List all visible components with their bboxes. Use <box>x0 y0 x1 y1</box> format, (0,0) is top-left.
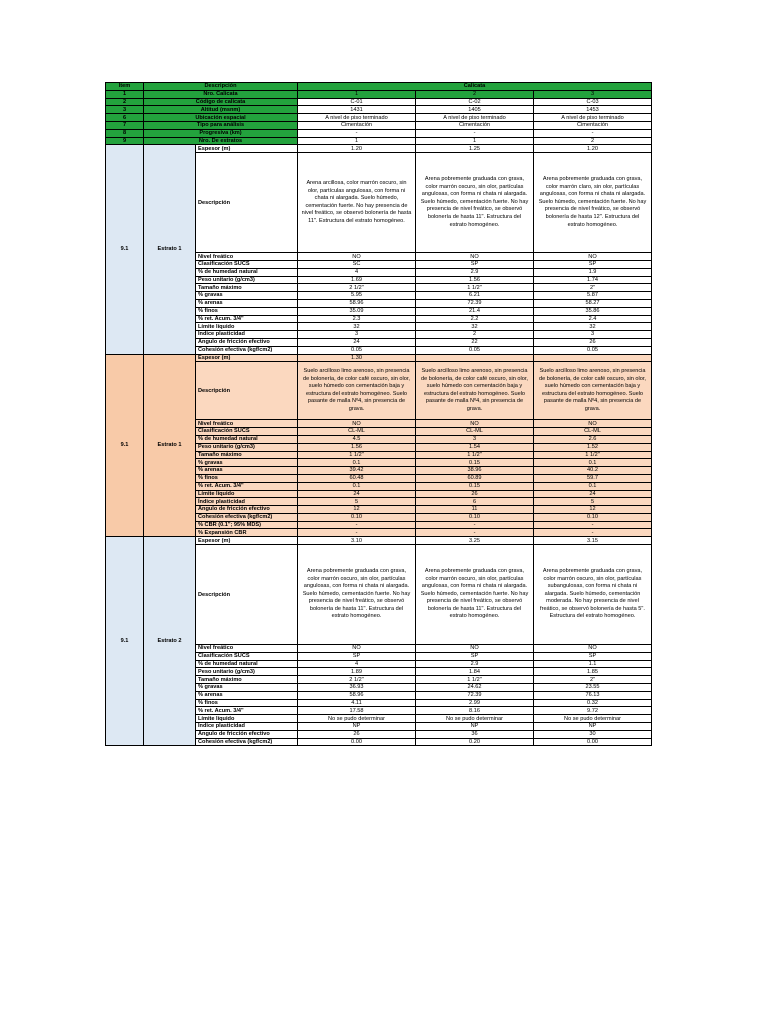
row-label: Nivel freático <box>196 645 298 653</box>
row-label: Tamaño máximo <box>196 451 298 459</box>
property-value: 2 1/2" <box>298 676 416 684</box>
property-value: 2 <box>416 331 534 339</box>
property-value: 2.6 <box>534 435 652 443</box>
property-value: No se pudo determinar <box>534 715 652 723</box>
property-value: 12 <box>534 506 652 514</box>
property-value: SP <box>416 652 534 660</box>
espesor-value: 3.10 <box>298 537 416 545</box>
property-value: 6.21 <box>416 292 534 300</box>
property-value: - <box>534 521 652 529</box>
row-label: % ret. Acum. 3/4" <box>196 482 298 490</box>
property-value: NP <box>298 723 416 731</box>
property-value: NO <box>534 253 652 261</box>
row-label: % Expansión CBR <box>196 529 298 537</box>
calicata-value: 1405 <box>416 106 534 114</box>
property-value: 32 <box>298 323 416 331</box>
row-label: Límite líquido <box>196 715 298 723</box>
calicata-value: 2 <box>534 137 652 145</box>
property-value: No se pudo determinar <box>298 715 416 723</box>
calicata-value: C-03 <box>534 98 652 106</box>
block-item-number: 9.1 <box>106 537 144 746</box>
property-value: 60.48 <box>298 474 416 482</box>
row-label: % ret. Acum. 3/4" <box>196 315 298 323</box>
property-value: 59.7 <box>534 474 652 482</box>
property-value: 4 <box>298 268 416 276</box>
property-value: 0.00 <box>534 738 652 746</box>
property-value: 38.96 <box>416 467 534 475</box>
row-label: % de humedad natural <box>196 435 298 443</box>
calicata-value: - <box>416 129 534 137</box>
property-value: NP <box>416 723 534 731</box>
row-label: Nivel freático <box>196 420 298 428</box>
item-number: 8 <box>106 129 144 137</box>
property-value: 26 <box>416 490 534 498</box>
property-value: SP <box>416 260 534 268</box>
property-value: 30 <box>534 730 652 738</box>
property-value: 3 <box>298 331 416 339</box>
row-label: % finos <box>196 307 298 315</box>
row-label: Clasificación SUCS <box>196 428 298 436</box>
property-value: 1 1/2" <box>416 284 534 292</box>
row-label: Espesor (m) <box>196 354 298 362</box>
property-value: 2.2 <box>416 315 534 323</box>
property-value: 36.93 <box>298 684 416 692</box>
header-info-row <box>106 137 652 145</box>
calicata-value: 1 <box>298 137 416 145</box>
property-value: NO <box>534 645 652 653</box>
property-value: 17.58 <box>298 707 416 715</box>
calicata-value: A nivel de piso terminado <box>416 114 534 122</box>
calicata-table <box>105 82 652 746</box>
row-label: Nivel freático <box>196 253 298 261</box>
calicata-value: 1453 <box>534 106 652 114</box>
row-label: Cohesión efectiva (kgf/cm2) <box>196 346 298 354</box>
property-value: 2" <box>534 284 652 292</box>
property-value: 2.99 <box>416 699 534 707</box>
calicata-value: Cimentación <box>534 121 652 129</box>
espesor-row <box>106 537 652 545</box>
row-label: Índice plasticidad <box>196 498 298 506</box>
row-label: % de humedad natural <box>196 660 298 668</box>
property-value: - <box>534 529 652 537</box>
property-value: - <box>416 529 534 537</box>
row-label: Clasificación SUCS <box>196 260 298 268</box>
property-value: NO <box>298 420 416 428</box>
property-value: 24.62 <box>416 684 534 692</box>
property-value: 0.32 <box>534 699 652 707</box>
header-info-row <box>106 106 652 114</box>
property-value: 1.84 <box>416 668 534 676</box>
property-value: 0.10 <box>416 513 534 521</box>
header-info-row <box>106 114 652 122</box>
row-label: % ret. Acum. 3/4" <box>196 707 298 715</box>
calicata-value: C-02 <box>416 98 534 106</box>
espesor-value: 1.20 <box>534 145 652 153</box>
espesor-value <box>416 354 534 362</box>
row-label: Peso unitario (g/cm3) <box>196 276 298 284</box>
calicata-value: - <box>298 129 416 137</box>
property-value: CL-ML <box>298 428 416 436</box>
property-value: 1 1/2" <box>534 451 652 459</box>
property-value: SP <box>534 652 652 660</box>
property-value: 26 <box>534 338 652 346</box>
property-value: 1.1 <box>534 660 652 668</box>
row-label: Índice plasticidad <box>196 723 298 731</box>
property-value: NO <box>416 645 534 653</box>
property-value: 9.72 <box>534 707 652 715</box>
calicata-value: 3 <box>534 90 652 98</box>
property-value: 26 <box>298 730 416 738</box>
property-value: 35.09 <box>298 307 416 315</box>
property-value: 0.05 <box>416 346 534 354</box>
calicata-value: Cimentación <box>298 121 416 129</box>
property-value: 4.11 <box>298 699 416 707</box>
property-value: 2 1/2" <box>298 284 416 292</box>
row-label: % arenas <box>196 691 298 699</box>
property-value: 3 <box>534 331 652 339</box>
espesor-value: 3.25 <box>416 537 534 545</box>
property-value: 32 <box>534 323 652 331</box>
property-value: 0.1 <box>534 459 652 467</box>
property-value: CL-ML <box>534 428 652 436</box>
header-row <box>106 83 652 91</box>
property-value: 76.13 <box>534 691 652 699</box>
calicata-value: 1 <box>298 90 416 98</box>
property-value: 1.74 <box>534 276 652 284</box>
espesor-value: 3.15 <box>534 537 652 545</box>
property-value: 3 <box>416 435 534 443</box>
property-value: 72.39 <box>416 691 534 699</box>
row-label: % gravas <box>196 684 298 692</box>
item-number: 9 <box>106 137 144 145</box>
espesor-value: 1.25 <box>416 145 534 153</box>
row-label: % arenas <box>196 299 298 307</box>
block-item-number: 9.1 <box>106 145 144 354</box>
property-value: 4.5 <box>298 435 416 443</box>
property-value: 12 <box>298 506 416 514</box>
calicata-value: A nivel de piso terminado <box>534 114 652 122</box>
row-label: Código de calicata <box>144 98 298 106</box>
property-value: 0.10 <box>534 513 652 521</box>
descripcion-text: Arena pobremente graduada con grava, color marrón oscuro, sin olor, partículas angulosas, con forma ni chata ni alargada. Suelo húmedo, cementación fuerte. No hay presencia de nivel freático, se observó bolonería de hasta 11". Estructura del estrato homogéneo. <box>298 545 416 645</box>
property-value: 1 1/2" <box>298 451 416 459</box>
row-label: Límite líquido <box>196 323 298 331</box>
property-value: 0.10 <box>298 513 416 521</box>
row-label: Nro. Calicata <box>144 90 298 98</box>
property-value: 2.9 <box>416 268 534 276</box>
row-label: Espesor (m) <box>196 145 298 153</box>
descripcion-text: Suelo arcilloso limo arenoso, sin presencia de bolonería, de color café oscuro, sin olor, suelo húmedo con cementación baja y estructura del estrato homogéneo. Suelo pasante de malla Nº4, sin presencia de grava. <box>416 362 534 420</box>
calicata-value: 1431 <box>298 106 416 114</box>
calicata-value: 2 <box>416 90 534 98</box>
row-label: % de humedad natural <box>196 268 298 276</box>
property-value: 5 <box>298 498 416 506</box>
property-value: NO <box>534 420 652 428</box>
property-value: CL-ML <box>416 428 534 436</box>
property-value: 1.69 <box>298 276 416 284</box>
row-label: Peso unitario (g/cm3) <box>196 443 298 451</box>
calicata-value: Cimentación <box>416 121 534 129</box>
property-value: No se pudo determinar <box>416 715 534 723</box>
property-value: SP <box>534 260 652 268</box>
property-value: 4 <box>298 660 416 668</box>
estrato-label: Estrato 1 <box>144 145 196 354</box>
property-value: 0.15 <box>416 459 534 467</box>
item-number: 2 <box>106 98 144 106</box>
item-number: 6 <box>106 114 144 122</box>
property-value: 2.9 <box>416 660 534 668</box>
row-label: % finos <box>196 474 298 482</box>
property-value: 21.4 <box>416 307 534 315</box>
property-value: 2.3 <box>298 315 416 323</box>
property-value: SP <box>298 652 416 660</box>
property-value: NO <box>298 253 416 261</box>
property-value: 2" <box>534 676 652 684</box>
property-value: 1.52 <box>534 443 652 451</box>
row-label: % arenas <box>196 467 298 475</box>
header-item: Item <box>106 83 144 91</box>
property-value: 23.55 <box>534 684 652 692</box>
calicata-value: - <box>534 129 652 137</box>
calicata-value: 1 <box>416 137 534 145</box>
property-value: 24 <box>534 490 652 498</box>
espesor-row <box>106 354 652 362</box>
header-info-row <box>106 121 652 129</box>
row-label: Peso unitario (g/cm3) <box>196 668 298 676</box>
property-value: 39.42 <box>298 467 416 475</box>
item-number: 7 <box>106 121 144 129</box>
property-value: 0.1 <box>298 459 416 467</box>
row-label: Tamaño máximo <box>196 676 298 684</box>
row-label: Angulo de fricción efectivo <box>196 338 298 346</box>
block-item-number: 9.1 <box>106 354 144 537</box>
property-value: SC <box>298 260 416 268</box>
row-label: Límite líquido <box>196 490 298 498</box>
property-value: 0.05 <box>534 346 652 354</box>
espesor-value: 1.30 <box>298 354 416 362</box>
row-label: Descripción <box>196 545 298 645</box>
property-value: 40.2 <box>534 467 652 475</box>
calicata-data-sheet <box>105 82 651 746</box>
property-value: 35.86 <box>534 307 652 315</box>
descripcion-text: Suelo arcilloso limo arenoso, sin presencia de bolonería, de color café oscuro, sin olor, suelo húmedo con cementación baja y estructura del estrato homogéneo. Suelo pasante de malla Nº4, sin presencia de grava. <box>298 362 416 420</box>
property-value: 58.96 <box>298 299 416 307</box>
descripcion-text: Arena arcillosa, color marrón oscuro, sin olor, partículas angulosas, con forma ni chata ni alargada. Suelo húmedo, cementación fuerte. No hay presencia de nivel freático, se observó bolonería de hasta 11". Estructura del estrato homogéneo. <box>298 153 416 253</box>
property-value: 0.15 <box>416 482 534 490</box>
descripcion-text: Arena pobremente graduada con grava, color marrón oscuro, sin olor, partículas angulosas, con forma ni chata ni alargada. Suelo húmedo, cementación fuerte. No hay presencia de nivel freático, se observó bolonería de hasta 11". Estructura del estrato homogéneo. <box>416 545 534 645</box>
property-value: 24 <box>298 490 416 498</box>
estrato-label: Estrato 1 <box>144 354 196 537</box>
row-label: Índice plasticidad <box>196 331 298 339</box>
property-value: - <box>298 521 416 529</box>
row-label: Descripción <box>196 362 298 420</box>
row-label: Clasificación SUCS <box>196 652 298 660</box>
property-value: 0.20 <box>416 738 534 746</box>
property-value: 5.87 <box>534 292 652 300</box>
property-value: 0.00 <box>298 738 416 746</box>
row-label: Ubicación espacial <box>144 114 298 122</box>
property-value: 1 1/2" <box>416 676 534 684</box>
property-value: 0.1 <box>298 482 416 490</box>
property-value: 1.56 <box>416 276 534 284</box>
property-value: 32 <box>416 323 534 331</box>
row-label: Tipo para análisis <box>144 121 298 129</box>
property-value: 22 <box>416 338 534 346</box>
property-value: 11 <box>416 506 534 514</box>
property-value: 1.54 <box>416 443 534 451</box>
property-value: 36 <box>416 730 534 738</box>
row-label: Cohesión efectiva (kgf/cm2) <box>196 513 298 521</box>
espesor-value <box>534 354 652 362</box>
property-value: 60.89 <box>416 474 534 482</box>
property-value: 1.9 <box>534 268 652 276</box>
property-value: 2.4 <box>534 315 652 323</box>
row-label: % gravas <box>196 459 298 467</box>
property-value: NP <box>534 723 652 731</box>
row-label: Progresiva (km) <box>144 129 298 137</box>
descripcion-text: Arena pobremente graduada con grava, color marrón claro, sin olor, partículas angulosas, con forma ni chata ni alargada. Suelo húmedo, cementación fuerte. No hay presencia de nivel freático, se observó bolonería de hasta 12". Estructura del estrato homogéneo. <box>534 153 652 253</box>
property-value: 1.85 <box>534 668 652 676</box>
property-value: 1 1/2" <box>416 451 534 459</box>
descripcion-text: Arena pobremente graduada con grava, color marrón oscuro, sin olor, partículas angulosas, con forma ni chata ni alargada. Suelo húmedo, cementación fuerte. No hay presencia de nivel freático, se observó bolonería de hasta 11". Estructura del estrato homogéneo. <box>416 153 534 253</box>
row-label: Altitud (msnm) <box>144 106 298 114</box>
property-value: 0.05 <box>298 346 416 354</box>
property-value: 0.1 <box>534 482 652 490</box>
property-value: 8.16 <box>416 707 534 715</box>
espesor-row <box>106 145 652 153</box>
estrato-label: Estrato 2 <box>144 537 196 746</box>
row-label: Cohesión efectiva (kgf/cm2) <box>196 738 298 746</box>
property-value: 5 <box>534 498 652 506</box>
property-value: 5.95 <box>298 292 416 300</box>
row-label: Angulo de fricción efectivo <box>196 730 298 738</box>
header-descripcion: Descripción <box>144 83 298 91</box>
property-value: - <box>416 521 534 529</box>
property-value: 24 <box>298 338 416 346</box>
property-value: 58.96 <box>298 691 416 699</box>
property-value: 58.27 <box>534 299 652 307</box>
property-value: NO <box>416 420 534 428</box>
row-label: Angulo de fricción efectivo <box>196 506 298 514</box>
property-value: NO <box>298 645 416 653</box>
property-value: 72.39 <box>416 299 534 307</box>
descripcion-text: Arena pobremente graduada con grava, color marrón oscuro, sin olor, partículas subangulosas, con forma ni chata ni alargada. Suelo húmedo, cementación moderada. No hay presencia de nivel freático, se observó bolonería de hasta 5". Estructura del estrato homogéneo. <box>534 545 652 645</box>
row-label: % finos <box>196 699 298 707</box>
row-label: Tamaño máximo <box>196 284 298 292</box>
property-value: - <box>298 529 416 537</box>
property-value: 1.56 <box>298 443 416 451</box>
row-label: Espesor (m) <box>196 537 298 545</box>
item-number: 1 <box>106 90 144 98</box>
calicata-value: A nivel de piso terminado <box>298 114 416 122</box>
row-label: Nro. De estratos <box>144 137 298 145</box>
descripcion-text: Suelo arcilloso limo arenoso, sin presencia de bolonería, de color café oscuro, sin olor, suelo húmedo con cementación baja y estructura del estrato homogéneo. Suelo pasante de malla Nº4, sin presencia de grava. <box>534 362 652 420</box>
calicata-value: C-01 <box>298 98 416 106</box>
header-calicata: Calicata <box>298 83 652 91</box>
property-value: NO <box>416 253 534 261</box>
header-info-row <box>106 90 652 98</box>
header-info-row <box>106 129 652 137</box>
row-label: % gravas <box>196 292 298 300</box>
espesor-value: 1.20 <box>298 145 416 153</box>
header-info-row <box>106 98 652 106</box>
item-number: 3 <box>106 106 144 114</box>
property-value: 1.89 <box>298 668 416 676</box>
row-label: Descripción <box>196 153 298 253</box>
property-value: 6 <box>416 498 534 506</box>
row-label: % CBR (0.1"; 95% MDS) <box>196 521 298 529</box>
